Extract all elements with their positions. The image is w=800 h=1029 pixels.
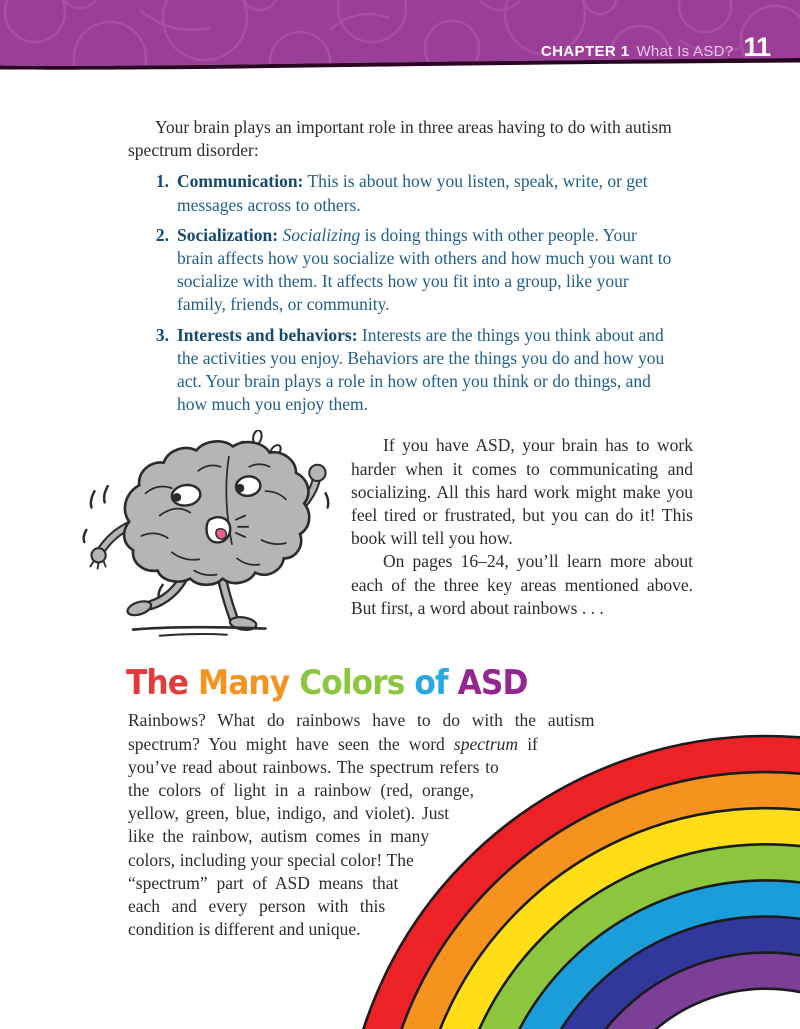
page-content (0, 116, 800, 941)
running-head (541, 32, 770, 63)
list-item (145, 224, 675, 317)
three-areas-list (128, 170, 693, 416)
rainbow-paragraph-text: Rainbows? What do rainbows have to do with the autism spectrum? You might have seen the word spectrum if you’ve read about rainbows. The spectrum refers to the colors of light in a rainbow (red, orange, yellow, green, blue, indigo, and violet). Just like the rainbow, autism comes in many colors, including your special color! The “spectrum” part of ASD means that each and every person with this condition is different and unique. (128, 710, 595, 940)
chapter-label: CHAPTER 1 (540, 43, 630, 60)
page-number: 11 (743, 32, 770, 62)
list-number: 1. (155, 171, 169, 192)
list-number: 2. (155, 224, 169, 245)
section-heading: The Many Colors of ASD (126, 663, 528, 704)
list-item (145, 324, 675, 417)
chapter-header-band (0, 0, 800, 74)
brain-text-column (351, 434, 693, 649)
list-item-text: Socialization: Socializing is doing things with other people. Your brain affects how you socialize with others and how much you want to socialize with them. It affects how you fit into a group, like your family, friends, or community. (177, 224, 672, 315)
list-item-text: Communication: This is about how you listen, speak, write, or get messages across to others. (177, 171, 648, 215)
running-brain-illustration (66, 430, 351, 649)
intro-paragraph: Your brain plays an important role in three areas having to do with autism spectrum disorder: (128, 117, 672, 161)
rainbow-paragraph (128, 709, 693, 941)
chapter-title: What Is ASD? (636, 43, 734, 60)
paragraph: On pages 16–24, you’ll learn more about each of the three key areas mentioned above. But first, a word about rainbows . . . (351, 551, 693, 618)
brain-section (128, 434, 693, 649)
list-item (145, 170, 675, 216)
paragraph: If you have ASD, your brain has to work harder when it comes to communicating and socializing. All this hard work might make you feel tired or frustrated, but you can do it! This book will tell you how. (351, 435, 693, 549)
list-item-text: Interests and behaviors: Interests are the things you think about and the activities you enjoy. Behaviors are the things you do and how you act. Your brain plays a role in how often you think or do things, and how much you enjoy them. (177, 324, 665, 415)
list-number: 3. (155, 324, 169, 345)
